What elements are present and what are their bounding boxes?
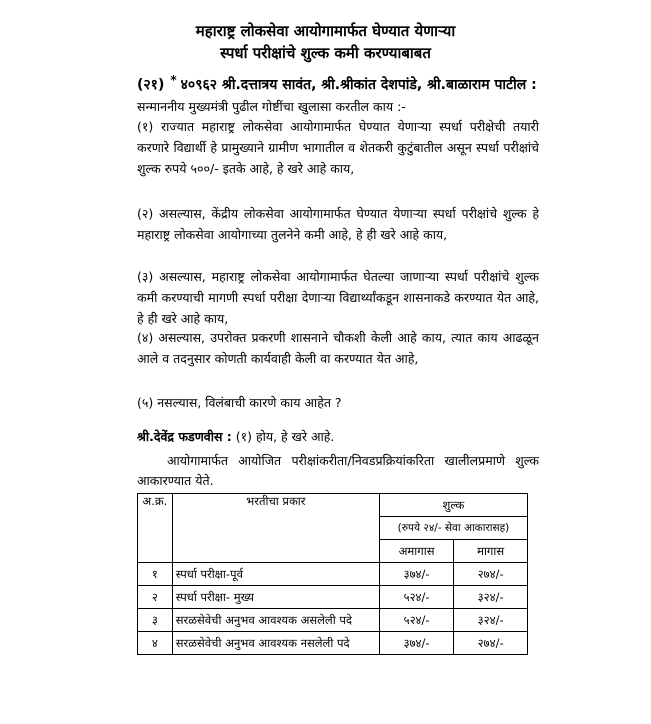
answer-text: (१) होय, हे खरे आहे. <box>235 429 335 444</box>
table-cell-type: सरळसेवेची अनुभव आवश्यक नसलेली पदे <box>172 632 379 655</box>
question-members: ४०९६२ श्री.दत्तात्रय सावंत, श्री.श्रीकांत देशपांडे, श्री.बाळाराम पाटील : <box>180 77 537 93</box>
table-row <box>138 563 528 586</box>
table-cell-type: स्पर्धा परीक्षा-पूर्व <box>172 563 379 586</box>
fee-table <box>137 493 528 655</box>
fee-table-header-reserved: मागास <box>454 540 528 563</box>
table-cell-reserved: २७४/- <box>454 632 528 655</box>
fee-table-header-fee-note: (रुपये २४/- सेवा आकारासह) <box>379 517 527 540</box>
fee-table-header-fee-label: शुल्क <box>442 497 465 512</box>
table-row <box>138 632 528 655</box>
table-cell-type: स्पर्धा परीक्षा- मुख्य <box>172 586 379 609</box>
question-header <box>137 71 537 94</box>
answer-speaker: श्री.देवेंद्र फडणवीस : <box>137 429 232 444</box>
table-row <box>138 586 528 609</box>
document-title-line-2: स्पर्धा परीक्षांचे शुल्क कमी करण्याबाबत <box>220 44 431 62</box>
table-cell-reserved: २७४/- <box>454 563 528 586</box>
question-item-5: (५) नसल्यास, विलंबाची कारणे काय आहेत ? <box>137 395 342 410</box>
table-row <box>138 609 528 632</box>
table-cell-reserved: ३२४/- <box>454 586 528 609</box>
table-cell-reserved: ३२४/- <box>454 609 528 632</box>
table-cell-no: २ <box>138 586 173 609</box>
fee-table-header-fee <box>379 494 527 517</box>
document-title-line-1: महाराष्ट्र लोकसेवा आयोगामार्फत घेण्यात येणाऱ्या <box>195 22 456 40</box>
question-item-2: (२) असल्यास, केंद्रीय लोकसेवा आयोगामार्फत घेण्यात येणाऱ्या स्पर्धा परीक्षांचे शुल्क हे महाराष्ट्र लोकसेवा आयोगाच्या तुलनेने कमी आहे, हे ही खरे आहे काय, <box>137 206 539 242</box>
answer-intro: आयोगामार्फत आयोजित परीक्षांकरीता/निवडप्रक्रियांकरिता खालीलप्रमाणे शुल्क आकारण्यात येते. <box>137 453 539 488</box>
fee-table-header-type: भरतीचा प्रकार <box>172 494 379 563</box>
question-preamble: सन्माननीय मुख्यमंत्री पुढील गोष्टींचा खुलासा करतील काय :- <box>137 99 406 114</box>
table-cell-open: ३७४/- <box>379 563 453 586</box>
question-item-3: (३) असल्यास, महाराष्ट्र लोकसेवा आयोगामार्फत घेतल्या जाणाऱ्या स्पर्धा परीक्षांचे शुल्क कमी करण्याची मागणी स्पर्धा परीक्षा देणाऱ्या विद्यार्थ्यांकडून शासनाकडे करण्यात येत आहे, हे ही खरे आहे काय, <box>137 269 539 326</box>
table-cell-no: ३ <box>138 609 173 632</box>
table-cell-type: सरळसेवेची अनुभव आवश्यक असलेली पदे <box>172 609 379 632</box>
table-cell-open: ५२४/- <box>379 609 453 632</box>
starred-question-marker: * <box>170 73 177 87</box>
question-number: (२१) <box>137 77 165 93</box>
table-cell-no: १ <box>138 563 173 586</box>
table-cell-open: ५२४/- <box>379 586 453 609</box>
table-cell-open: ३७४/- <box>379 632 453 655</box>
fee-table-header-no: अ.क्र. <box>138 494 173 563</box>
question-item-1: (१) राज्यात महाराष्ट्र लोकसेवा आयोगामार्फत घेण्यात येणाऱ्या स्पर्धा परीक्षेची तयारी करणारे विद्यार्थी हे प्रामुख्याने ग्रामीण भागातील व शेतकरी कुटुंबातील असून स्पर्धा परीक्षांचे शुल्क रुपये ५००/- इतके आहे, हे खरे आहे काय, <box>137 119 539 176</box>
table-cell-no: ४ <box>138 632 173 655</box>
question-item-4: (४) असल्यास, उपरोक्त प्रकरणी शासनाने चौकशी केली आहे काय, त्यात काय आढळून आले व तदनुसार कोणती कार्यवाही केली वा करण्यात येत आहे, <box>137 330 539 366</box>
answer-line <box>137 428 334 446</box>
fee-table-header-open: अमागास <box>379 540 453 563</box>
